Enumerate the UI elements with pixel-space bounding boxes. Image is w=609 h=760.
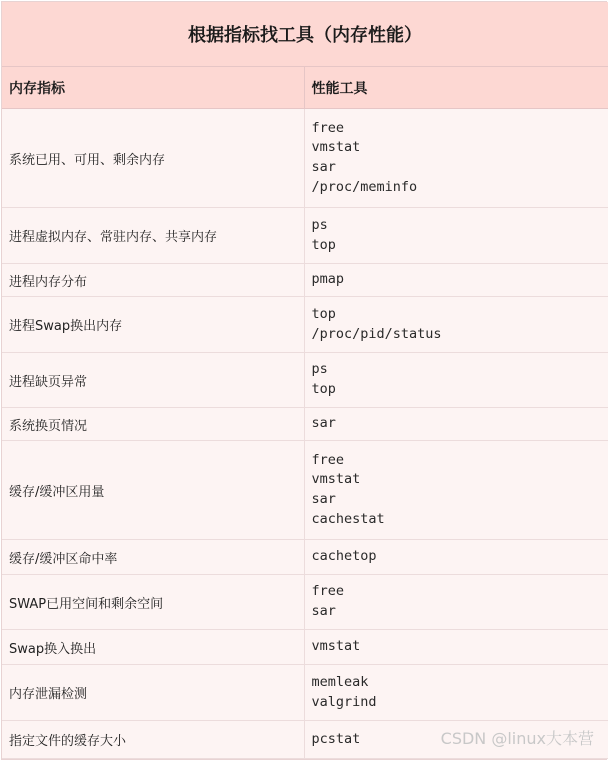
table-row (2, 575, 608, 630)
table-row (2, 441, 608, 540)
metric-cell: Swap换入换出 (2, 630, 304, 665)
metric-cell: 进程Swap换出内存 (2, 297, 304, 353)
tool-name: cachetop (311, 548, 377, 565)
tool-name: free (311, 451, 345, 468)
metric-cell: 指定文件的缓存大小 (2, 721, 304, 759)
metric-cell: 进程内存分布 (2, 264, 304, 297)
metric-cell: SWAP已用空间和剩余空间 (2, 575, 304, 630)
tools-cell (304, 408, 608, 441)
table-row (2, 297, 608, 353)
table-row (2, 109, 608, 208)
memory-tools-table (1, 1, 607, 760)
tool-name: free (311, 119, 345, 136)
tool-name: pcstat (311, 730, 361, 747)
metric-cell: 缓存/缓冲区用量 (2, 441, 304, 540)
metric-cell: 进程虚拟内存、常驻内存、共享内存 (2, 208, 304, 264)
table-row (2, 264, 608, 297)
tools-cell (304, 264, 608, 297)
header-tools: 性能工具 (304, 67, 608, 109)
tools-cell (304, 353, 608, 408)
tool-name: ps (311, 216, 328, 233)
table-row (2, 408, 608, 441)
table-title: 根据指标找工具（内存性能） (2, 2, 608, 67)
metric-cell: 缓存/缓冲区命中率 (2, 540, 304, 575)
tools-cell (304, 575, 608, 630)
tool-name: top (311, 381, 336, 397)
metric-cell: 内存泄漏检测 (2, 665, 304, 721)
tools-cell (304, 109, 608, 208)
table-row (2, 353, 608, 408)
tool-name: vmstat (311, 638, 361, 655)
tools-cell (304, 297, 608, 353)
tool-name: top (311, 236, 336, 253)
tool-name: ps (311, 361, 328, 378)
tool-name: memleak (311, 673, 369, 690)
tool-name: vmstat (311, 139, 361, 156)
metric-cell: 进程缺页异常 (2, 353, 304, 408)
tool-name: pmap (311, 271, 345, 288)
tool-name: sar (311, 159, 336, 175)
tool-name: free (311, 583, 345, 600)
tool-name: sar (311, 603, 336, 619)
table-body (2, 109, 608, 759)
table-row (2, 540, 608, 575)
tools-cell (304, 208, 608, 264)
metric-cell: 系统已用、可用、剩余内存 (2, 109, 304, 208)
tool-name: sar (311, 491, 336, 507)
tools-cell (304, 441, 608, 540)
table-row (2, 665, 608, 721)
tools-cell (304, 665, 608, 721)
tool-name: /proc/meminfo (311, 178, 418, 195)
tool-name: cachestat (311, 510, 385, 527)
table (2, 2, 608, 759)
table-row (2, 208, 608, 264)
header-row (2, 67, 608, 109)
watermark: CSDN @linux大本营 (440, 729, 594, 748)
tool-name: /proc/pid/status (311, 325, 442, 342)
metric-cell: 系统换页情况 (2, 408, 304, 441)
tools-cell (304, 630, 608, 665)
table-row (2, 630, 608, 665)
title-row (2, 2, 608, 67)
tool-name: valgrind (311, 693, 377, 710)
tools-cell (304, 540, 608, 575)
tool-name: sar (311, 415, 336, 432)
header-metric: 内存指标 (2, 67, 304, 109)
tool-name: vmstat (311, 471, 361, 488)
tool-name: top (311, 305, 336, 322)
